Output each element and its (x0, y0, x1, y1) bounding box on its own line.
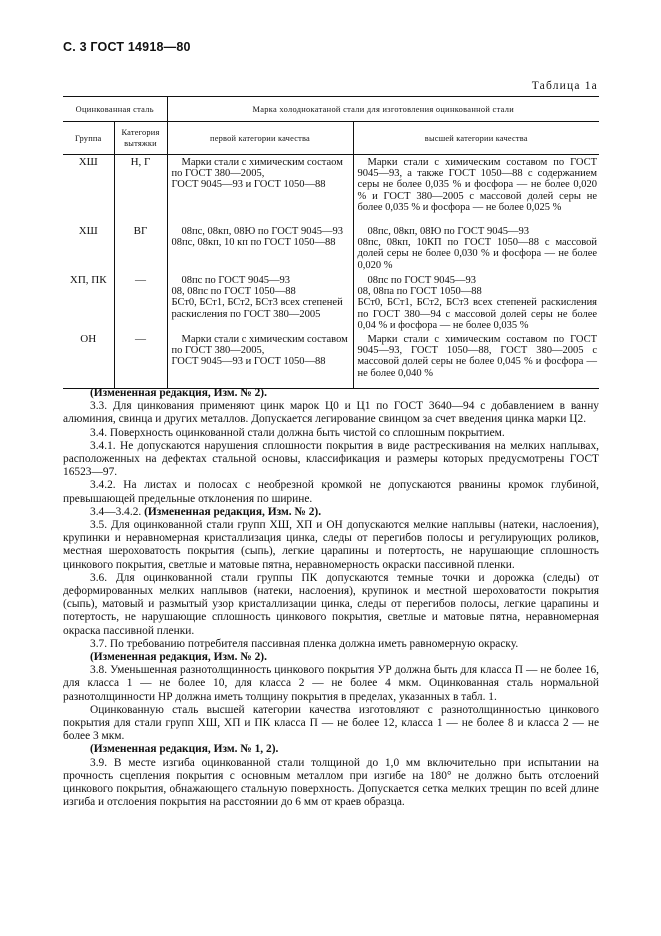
subhead-group: Группа (63, 122, 114, 155)
table-row (63, 224, 599, 273)
amendment-note: (Измененная редакция, Изм. № 2). (90, 387, 267, 399)
cell-first-quality (167, 155, 353, 225)
paragraph-3-4-1: 3.4.1. Не допускаются нарушения сплошности покрытия в виде растрескивания на мелких наплывах, расположенных на дефектах стальной основы, классификация и размеры которых предусмотрены ГОСТ 16523—97. (63, 439, 599, 479)
subhead-top-quality: высшей категории качества (353, 122, 599, 155)
cell-line: 08, 08пс по ГОСТ 1050—88 (171, 286, 296, 298)
paragraph-3-7: 3.7. По требованию потребителя пассивная пленка должна иметь равномерную окраску. (90, 637, 519, 650)
cell-top-quality (353, 224, 599, 273)
cell-category: ВГ (114, 224, 167, 273)
amendment-label: (Измененная редакция, Изм. № 2). (144, 505, 322, 518)
cell-line: БСт0, БСт1, БСт2, БСт3 всех степеней раскисления по ГОСТ 380—94 с массовой долей серы не более 0,04 % и фосфора — не более 0,035 % (357, 297, 598, 331)
table-row (63, 332, 599, 389)
cell-line: БСт0, БСт1, БСт2, БСт3 всех степеней раскисления по ГОСТ 380—2005 (171, 297, 343, 320)
amendment-note-3-4 (63, 506, 599, 519)
cell-category: — (114, 273, 167, 332)
paragraph-3-3: 3.3. Для цинкования применяют цинк марок Ц0 и Ц1 по ГОСТ 3640—94 с добавлением в ванну алюминия, свинца и других металлов. Допускается легирование свинцом за счет введения цинка марки Ц2. (63, 400, 599, 426)
paragraph-3-5: 3.5. Для оцинкованной стали групп ХШ, ХП и ОН допускаются мелкие наплывы (натеки, наслоения), крупинки и неравномерная кристаллизация цинка, следы от перегибов полосы и регулирующих роликов, местная шероховатость покрытия (сыпь), легкие царапины и потертость, не нарушающие сплошность цинкового покрытия, светлые и матовые пятна, неравномерность окраски пассивной пленки. (63, 519, 599, 571)
cell-line: Марки стали с химическим составом по ГОСТ 9045—93, ГОСТ 1050—88, ГОСТ 380—2005 с массовой долей серы не более 0,045 % и фосфора — не более 0,040 % (357, 334, 598, 379)
subhead-category: Категория вытяжки (114, 122, 167, 155)
col-head-galvanized-steel: Оцинкованная сталь (63, 97, 167, 122)
amendment-note: (Измененная редакция, Изм. № 1, 2). (90, 743, 279, 756)
table-caption: Таблица 1а (531, 80, 598, 92)
subhead-first-quality: первой категории качества (167, 122, 353, 155)
cell-line: 08пс, 08кп, 08Ю по ГОСТ 9045—93 (181, 226, 343, 237)
amendment-note: (Измененная редакция, Изм. № 2). (90, 651, 267, 664)
cell-top-quality (353, 273, 599, 332)
paragraph-3-8-top-quality: Оцинкованную сталь высшей категории качества изготовляют с разнотолщинностью цинкового покрытия для стали групп ХШ, ХП и ПК класса П — не более 12, класса 1 — не более 8 и класса 2 — не более 3 мкм. (63, 703, 599, 743)
cell-line: 08пс, 08кп, 10КП по ГОСТ 1050—88 с массовой долей серы не более 0,030 % и фосфора — не более 0,020 % (357, 237, 598, 271)
cell-group: ХШ (78, 156, 98, 168)
paragraph-3-4: 3.4. Поверхность оцинкованной стали должна быть чистой со сплошным покрытием. (90, 426, 505, 439)
cell-line: Марки стали с химическим состаом по ГОСТ 380—2005, (171, 157, 343, 180)
amendment-range: 3.4—3.4.2. (90, 505, 142, 518)
col-head-steel-grade: Марка холоднокатаной стали для изготовления оцинкованной стали (167, 97, 599, 122)
cell-first-quality (167, 332, 353, 389)
table-row (63, 155, 599, 225)
cell-line: 08, 08па по ГОСТ 1050—88 (357, 286, 482, 298)
page-header: С. 3 ГОСТ 14918—80 (63, 40, 191, 54)
cell-line: 08пс, 08кп, 10 кп по ГОСТ 1050—88 (171, 237, 336, 249)
cell-group: ОН (63, 332, 114, 389)
cell-line: Марки стали с химическим составом по ГОСТ 380—2005, (171, 334, 348, 357)
cell-line: 08пс по ГОСТ 9045—93 (367, 275, 476, 286)
cell-line: ГОСТ 9045—93 и ГОСТ 1050—88 (171, 179, 326, 191)
cell-category: Н, Г (114, 155, 167, 225)
cell-line: 08пс, 08кп, 08Ю по ГОСТ 9045—93 (367, 226, 529, 237)
cell-category: — (114, 332, 167, 389)
paragraph-3-6: 3.6. Для оцинкованной стали группы ПК допускаются темные точки и дорожка (следы) от деформированных мелких наплывов (натеки, наслоения), крупинок и местной шероховатости покрытия (сыпь), матовый и размытый узор кристаллизации цинка, следы от перегибов полосы, легкие царапины и потертость, не нарушающие сплошность цинкового покрытия, светлые и матовые пятна, неравномерная окраска пассивной пленки. (63, 571, 599, 637)
cell-top-quality (353, 155, 599, 225)
cell-line: 08пс по ГОСТ 9045—93 (181, 275, 290, 286)
cell-group: ХШ (78, 225, 98, 237)
steel-grades-table (63, 96, 599, 389)
cell-top-quality (353, 332, 599, 389)
cell-first-quality (167, 224, 353, 273)
paragraph-3-8: 3.8. Уменьшенная разнотолщинность цинкового покрытия УР должна быть для класса П — не более 16, для класса 1 — не более 10, для класса 2 — не более 4 мкм. Оцинкованная сталь нормальной разнотолщинности НР должна иметь толщину покрытия в пределах, указанных в табл. 1. (63, 664, 599, 703)
paragraph-3-4-2: 3.4.2. На листах и полосах с необрезной кромкой не допускаются рванины кромок глубиной, превышающей предельные отклонения по ширине. (63, 479, 599, 505)
cell-first-quality (167, 273, 353, 332)
cell-group: ХП, ПК (69, 274, 107, 286)
table-row (63, 273, 599, 332)
body-text (63, 387, 599, 810)
cell-line: ГОСТ 9045—93 и ГОСТ 1050—88 (171, 356, 326, 368)
cell-line: Марки стали с химическим составом по ГОСТ 9045—93, а также ГОСТ 1050—88 с содержанием серы не более 0,035 % и фосфора — не более 0,020 % и ГОСТ 380—2005 с массовой долей серы не более 0,035 % и фосфора — не более 0,025 % (357, 157, 598, 213)
paragraph-3-9: 3.9. В месте изгиба оцинкованной стали толщиной до 1,0 мм включительно при испытании на прочность сцепления покрытия с основным металлом при изгибе на 180° не должно быть отслоений цинкового покрытия, обнажающего стальную поверхность. Допускается сетка мелких трещин по всей длине изгиба и отслоения покрытия на расстоянии до 6 мм от краев образца. (63, 756, 599, 809)
